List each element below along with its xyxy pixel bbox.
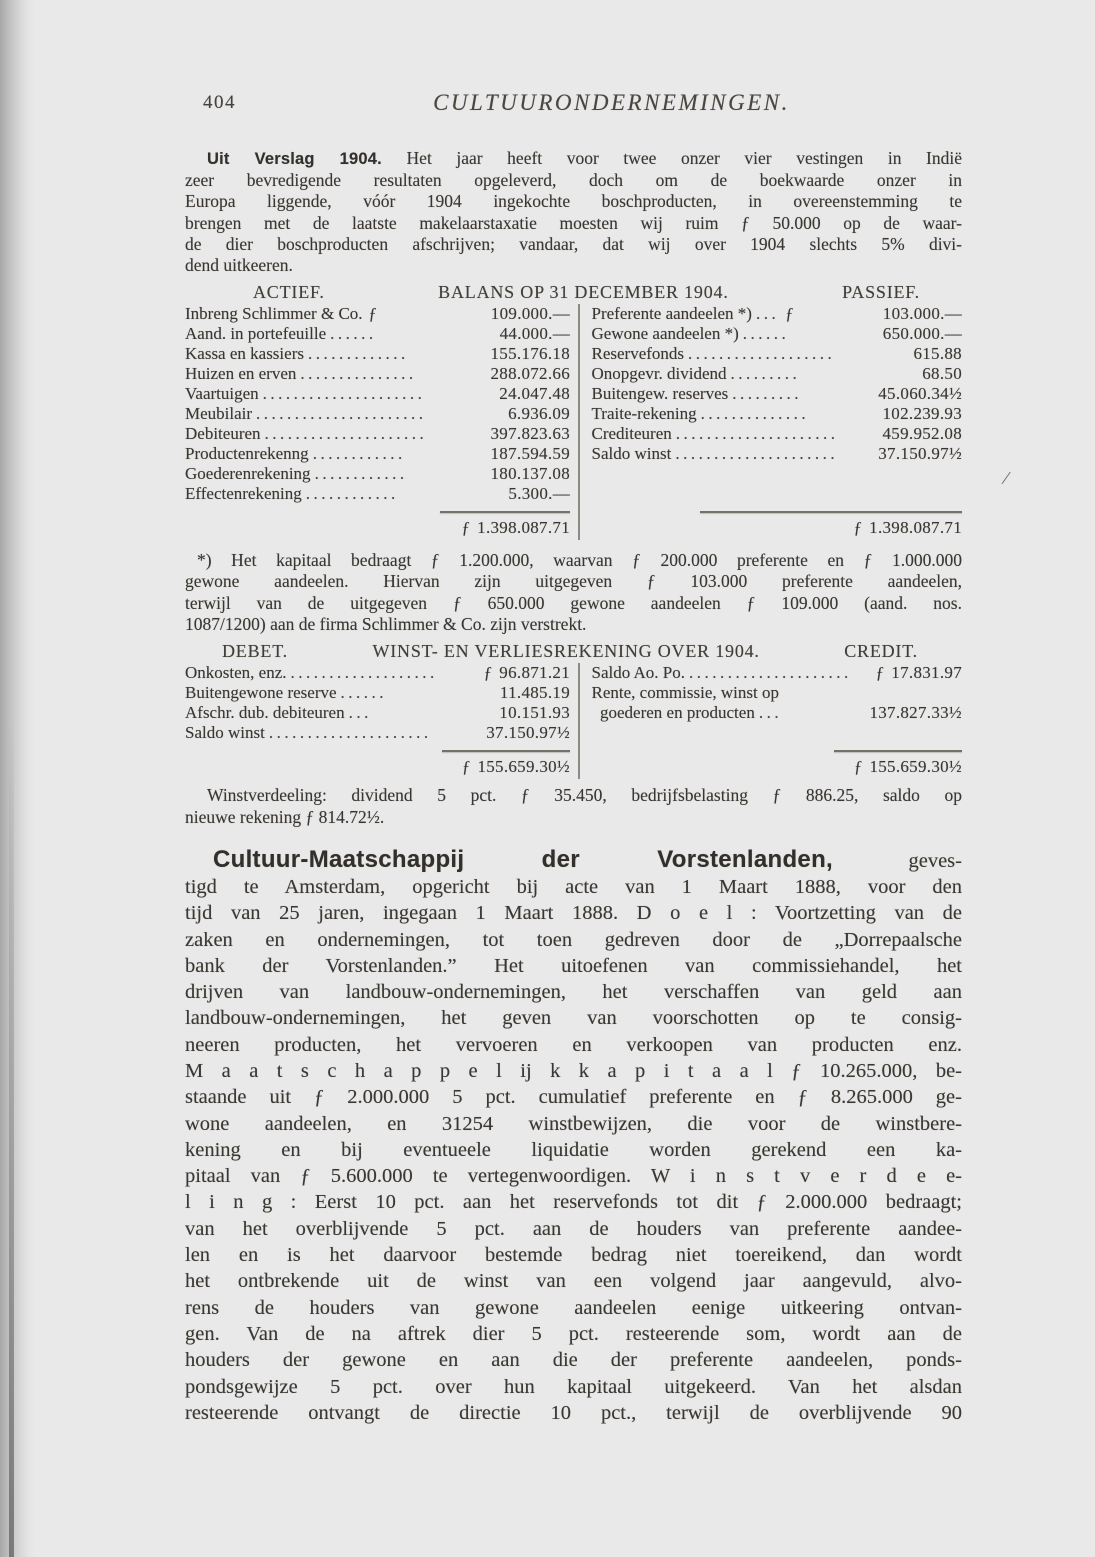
row-label: Kassa en kassiers bbox=[185, 344, 304, 364]
table-row bbox=[185, 304, 570, 324]
paragraph-line: rens de houders van gewone aandeelen eenige uitkeering ontvan- bbox=[185, 1296, 962, 1319]
dot-leader: ..................... bbox=[268, 723, 432, 743]
dot-leader: ... bbox=[348, 703, 372, 723]
dot-leader: ............... bbox=[300, 364, 417, 384]
dot-leader: ............ bbox=[314, 464, 408, 484]
dot-leader: ..................... bbox=[689, 663, 852, 683]
paragraph-text: geves- bbox=[908, 849, 962, 872]
row-value: 109.000.— bbox=[490, 304, 570, 324]
paragraph-line bbox=[185, 847, 962, 874]
passief-column bbox=[580, 304, 963, 540]
paragraph-line: de dier boschproducten afschrijven; vandaar, dat wij over 1904 slechts 5% divi- bbox=[185, 233, 962, 254]
paragraph-line: gen. Van de na aftrek dier 5 pct. resteerende som, wordt aan de bbox=[185, 1322, 962, 1345]
paragraph-line bbox=[185, 148, 962, 170]
paragraph-line: 1087/1200) aan de firma Schlimmer & Co. zijn verstrekt. bbox=[185, 613, 587, 634]
page-gutter-line bbox=[9, 716, 14, 1557]
row-label: Reservefonds bbox=[591, 344, 685, 364]
paragraph-line: zaken en ondernemingen, tot toen gedreven door de „Dorrepaalsche bbox=[185, 928, 962, 951]
table-row bbox=[185, 683, 570, 703]
paragraph-line: nieuwe rekening ƒ 814.72½. bbox=[185, 806, 385, 827]
row-value: 37.150.97½ bbox=[486, 723, 570, 743]
row-value: 180.137.08 bbox=[490, 464, 570, 484]
dot-leader: ......... bbox=[730, 364, 801, 384]
dot-leader: ... bbox=[758, 703, 783, 723]
report-intro-paragraph bbox=[185, 148, 962, 276]
debet-heading: DEBET. bbox=[222, 641, 288, 662]
table-row bbox=[185, 723, 570, 743]
row-label: Buitengew. reserves bbox=[591, 384, 729, 404]
paragraph-line: gewone aandeelen. Hiervan zijn uitgegeven ƒ 103.000 preferente aandeelen, bbox=[185, 571, 962, 592]
table-row bbox=[185, 444, 570, 464]
row-label: Gewone aandeelen *) bbox=[591, 324, 739, 344]
credit-total-row bbox=[592, 757, 963, 779]
row-value: 37.150.97½ bbox=[878, 444, 962, 464]
table-row bbox=[185, 424, 570, 444]
page-gutter-shadow bbox=[0, 0, 36, 1557]
page-number: 404 bbox=[203, 92, 236, 113]
profit-distribution-paragraph bbox=[185, 785, 962, 829]
row-label: Aand. in portefeuille bbox=[185, 324, 327, 344]
table-row bbox=[185, 324, 570, 344]
row-label: Traite-rekening bbox=[591, 404, 697, 424]
scan-artifact-mark: / bbox=[1001, 467, 1010, 490]
total-rule bbox=[700, 511, 962, 513]
row-label: Effectenrekening bbox=[185, 484, 302, 504]
total-rule bbox=[440, 511, 570, 513]
table-row bbox=[592, 424, 963, 444]
passief-heading: PASSIEF. bbox=[842, 282, 920, 303]
table-row bbox=[592, 344, 963, 364]
paragraph-line: *) Het kapitaal bedraagt ƒ 1.200.000, waarvan ƒ 200.000 preferente en ƒ 1.000.000 bbox=[197, 550, 962, 571]
dot-leader: ............. bbox=[307, 344, 409, 364]
row-value: 24.047.48 bbox=[499, 384, 570, 404]
row-value: 155.176.18 bbox=[490, 344, 570, 364]
paragraph-line: tigd te Amsterdam, opgericht bij acte van 1 Maart 1888, voor den bbox=[185, 875, 962, 898]
table-row bbox=[185, 404, 570, 424]
paragraph-line: len en is het daarvoor bestemde bedrag niet toereikend, dan wordt bbox=[185, 1244, 962, 1267]
page-content bbox=[185, 90, 962, 1426]
paragraph-line: terwijl van de uitgegeven ƒ 650.000 gewone aandeelen ƒ 109.000 (aand. nos. bbox=[185, 592, 962, 613]
florin-sign: ƒ bbox=[461, 757, 471, 777]
table-row bbox=[185, 464, 570, 484]
florin-sign: ƒ bbox=[785, 304, 794, 324]
page-header bbox=[185, 90, 962, 116]
row-label: Goederenrekening bbox=[185, 464, 311, 484]
passief-total-row bbox=[592, 518, 963, 540]
paragraph-line: zeer bevredigende resultaten opgeleverd, doch om de boekwaarde onzer in bbox=[185, 170, 962, 191]
row-label: Saldo winst bbox=[591, 444, 672, 464]
row-value: 288.072.66 bbox=[490, 364, 570, 384]
florin-sign: ƒ bbox=[875, 663, 885, 683]
row-label: Meubilair bbox=[185, 404, 253, 424]
row-value: 6.936.09 bbox=[508, 404, 570, 424]
credit-column bbox=[580, 663, 963, 779]
capital-footnote bbox=[185, 550, 962, 635]
row-label: Afschr. dub. debiteuren bbox=[185, 703, 345, 723]
table-row bbox=[592, 384, 963, 404]
row-value: 459.952.08 bbox=[882, 424, 962, 444]
table-row bbox=[592, 703, 963, 723]
row-label: Onkosten, enz. bbox=[185, 663, 287, 683]
row-value: 187.594.59 bbox=[490, 444, 570, 464]
dot-leader: ..................... bbox=[675, 444, 839, 464]
row-value: 96.871.21 bbox=[499, 663, 570, 683]
row-value: 68.50 bbox=[922, 364, 962, 384]
paragraph-line: kening en bij eventueele liquidatie worden gerekend een ka- bbox=[185, 1138, 962, 1161]
row-value: 45.060.34½ bbox=[878, 384, 962, 404]
total-value: 1.398.087.71 bbox=[869, 518, 962, 538]
paragraph-line: pondsgewijze 5 pct. over hun kapitaal uitgekeerd. Van het alsdan bbox=[185, 1375, 962, 1398]
florin-sign: ƒ bbox=[853, 518, 863, 538]
paragraph-line: van het overblijvende 5 pct. aan de houders van preferente aandee- bbox=[185, 1217, 962, 1240]
table-row bbox=[185, 364, 570, 384]
balance-sheet bbox=[185, 282, 962, 540]
dot-leader: ...... bbox=[340, 683, 388, 703]
dot-leader: ............ bbox=[305, 484, 399, 504]
paragraph-line: staande uit ƒ 2.000.000 5 pct. cumulatief preferente en ƒ 8.265.000 ge- bbox=[185, 1086, 962, 1109]
paragraph-line: resteerende ontvangt de directie 10 pct., terwijl de overblijvende 90 bbox=[185, 1401, 962, 1424]
paragraph-line: tijd van 25 jaren, ingegaan 1 Maart 1888. D o e l : Voortzetting van de bbox=[185, 902, 962, 925]
florin-sign: ƒ bbox=[368, 304, 378, 324]
actief-column bbox=[185, 304, 578, 540]
paragraph-line: Winstverdeeling: dividend 5 pct. ƒ 35.450, bedrijfsbelasting ƒ 886.25, saldo op bbox=[207, 785, 962, 806]
company-entry-paragraph bbox=[185, 847, 962, 1427]
row-label: Buitengewone reserve bbox=[185, 683, 337, 703]
paragraph-line: dend uitkeeren. bbox=[185, 255, 293, 276]
dot-leader: ...... bbox=[742, 324, 790, 344]
row-value: 650.000.— bbox=[882, 324, 962, 344]
row-value: 615.88 bbox=[913, 344, 962, 364]
dot-leader: ......... bbox=[732, 384, 802, 404]
row-label: Huizen en erven bbox=[185, 364, 297, 384]
paragraph-line: het ontbrekende uit de winst van een volgend jaar aangevuld, alvo- bbox=[185, 1270, 962, 1293]
pnl-body bbox=[185, 663, 962, 779]
table-row bbox=[592, 304, 963, 324]
row-label: Inbreng Schlimmer & Co. bbox=[185, 304, 363, 324]
paragraph-line: M a a t s c h a p p e l ij k k a p i t a a l ƒ 10.265.000, be- bbox=[185, 1060, 962, 1082]
actief-total-row bbox=[185, 518, 570, 540]
balance-body bbox=[185, 304, 962, 540]
running-title: CULTUURONDERNEMINGEN. bbox=[433, 90, 790, 115]
dot-leader: ............ bbox=[312, 444, 406, 464]
credit-heading: CREDIT. bbox=[844, 641, 918, 662]
actief-heading: ACTIEF. bbox=[253, 282, 325, 303]
row-label: Onopgevr. dividend bbox=[591, 364, 727, 384]
table-row bbox=[185, 384, 570, 404]
paragraph-line: neeren producten, het vervoeren en verkoopen van producten enz. bbox=[185, 1033, 962, 1056]
row-value: 11.485.19 bbox=[499, 683, 570, 703]
table-row bbox=[592, 364, 963, 384]
total-rule bbox=[442, 750, 570, 752]
paragraph-line: drijven van landbouw-ondernemingen, het verschaffen van geld aan bbox=[185, 981, 962, 1004]
pnl-header bbox=[185, 641, 962, 663]
debet-total-row bbox=[185, 757, 570, 779]
row-label: Productenrekenng bbox=[185, 444, 309, 464]
row-label: Preferente aandeelen *) bbox=[591, 304, 752, 324]
paragraph-line: houders der gewone en aan die der preferente aandeelen, ponds- bbox=[185, 1349, 962, 1372]
table-row bbox=[592, 404, 963, 424]
paragraph-line: pitaal van ƒ 5.600.000 te vertegenwoordigen. W i n s t v e r d e e- bbox=[185, 1165, 962, 1188]
dot-leader: ..................... bbox=[264, 424, 428, 444]
dot-leader: ..................... bbox=[675, 424, 839, 444]
company-name: Cultuur-Maatschappij der Vorstenlanden, bbox=[213, 845, 834, 873]
pnl-title: WINST- EN VERLIESREKENING OVER 1904. bbox=[372, 641, 760, 662]
row-value: 10.151.93 bbox=[499, 703, 570, 723]
row-value: 17.831.97 bbox=[891, 663, 962, 683]
paragraph-line: Europa liggende, vóór 1904 ingekochte boschproducten, in overeenstemming te bbox=[185, 191, 962, 212]
row-value: 102.239.93 bbox=[882, 404, 962, 424]
balance-header bbox=[185, 282, 962, 304]
table-row bbox=[592, 663, 963, 683]
florin-sign: ƒ bbox=[853, 757, 863, 777]
table-row bbox=[185, 344, 570, 364]
row-value: 44.000.— bbox=[499, 324, 570, 344]
total-value: 155.659.30½ bbox=[477, 757, 570, 777]
row-label: Debiteuren bbox=[185, 424, 261, 444]
report-lead: Uit Verslag 1904. bbox=[207, 150, 382, 168]
row-label: Crediteuren bbox=[591, 424, 672, 444]
paragraph-line: brengen met de laatste makelaarstaxatie moesten wij ruim ƒ 50.000 op de waar- bbox=[185, 212, 962, 233]
row-label: Saldo winst bbox=[185, 723, 265, 743]
dot-leader: ................... bbox=[688, 344, 836, 364]
paragraph-line: landbouw-ondernemingen, het geven van voorschotten op te consig- bbox=[185, 1007, 962, 1030]
table-row bbox=[592, 683, 963, 703]
balance-title: BALANS OP 31 DECEMBER 1904. bbox=[438, 282, 729, 303]
total-rule bbox=[834, 750, 962, 752]
table-row bbox=[592, 444, 963, 464]
row-label: Vaartuigen bbox=[185, 384, 259, 404]
row-label: Saldo Ao. Po. bbox=[591, 663, 686, 683]
debet-column bbox=[185, 663, 578, 779]
row-value: 137.827.33½ bbox=[869, 703, 962, 723]
paragraph-line: l i n g : Eerst 10 pct. aan het reservefonds tot dit ƒ 2.000.000 bedraagt; bbox=[185, 1191, 962, 1214]
row-value: 103.000.— bbox=[882, 304, 962, 324]
table-row bbox=[592, 324, 963, 344]
dot-leader: ................... bbox=[290, 663, 438, 683]
dot-leader: .............. bbox=[700, 404, 810, 424]
row-value: 397.823.63 bbox=[490, 424, 570, 444]
florin-sign: ƒ bbox=[461, 518, 471, 538]
dot-leader: ...................... bbox=[256, 404, 427, 424]
table-row bbox=[185, 663, 570, 683]
dot-leader: ...... bbox=[330, 324, 377, 344]
profit-loss-statement bbox=[185, 641, 962, 779]
florin-sign: ƒ bbox=[483, 663, 493, 683]
paragraph-line: wone aandeelen, en 31254 winstbewijzen, die voor de winstbere- bbox=[185, 1112, 962, 1135]
row-value: 5.300.— bbox=[508, 484, 570, 504]
paragraph-text: Het jaar heeft voor twee onzer vier vestingen in Indië bbox=[406, 148, 963, 168]
dot-leader: ..................... bbox=[262, 384, 426, 404]
dot-leader: ... bbox=[755, 304, 780, 324]
row-label: Rente, commissie, winst op bbox=[591, 683, 779, 703]
total-value: 155.659.30½ bbox=[869, 757, 962, 777]
total-value: 1.398.087.71 bbox=[477, 518, 570, 538]
table-row bbox=[185, 703, 570, 723]
table-row bbox=[185, 484, 570, 504]
row-label: goederen en producten bbox=[591, 703, 755, 723]
paragraph-line: bank der Vorstenlanden.” Het uitoefenen van commissiehandel, het bbox=[185, 954, 962, 977]
